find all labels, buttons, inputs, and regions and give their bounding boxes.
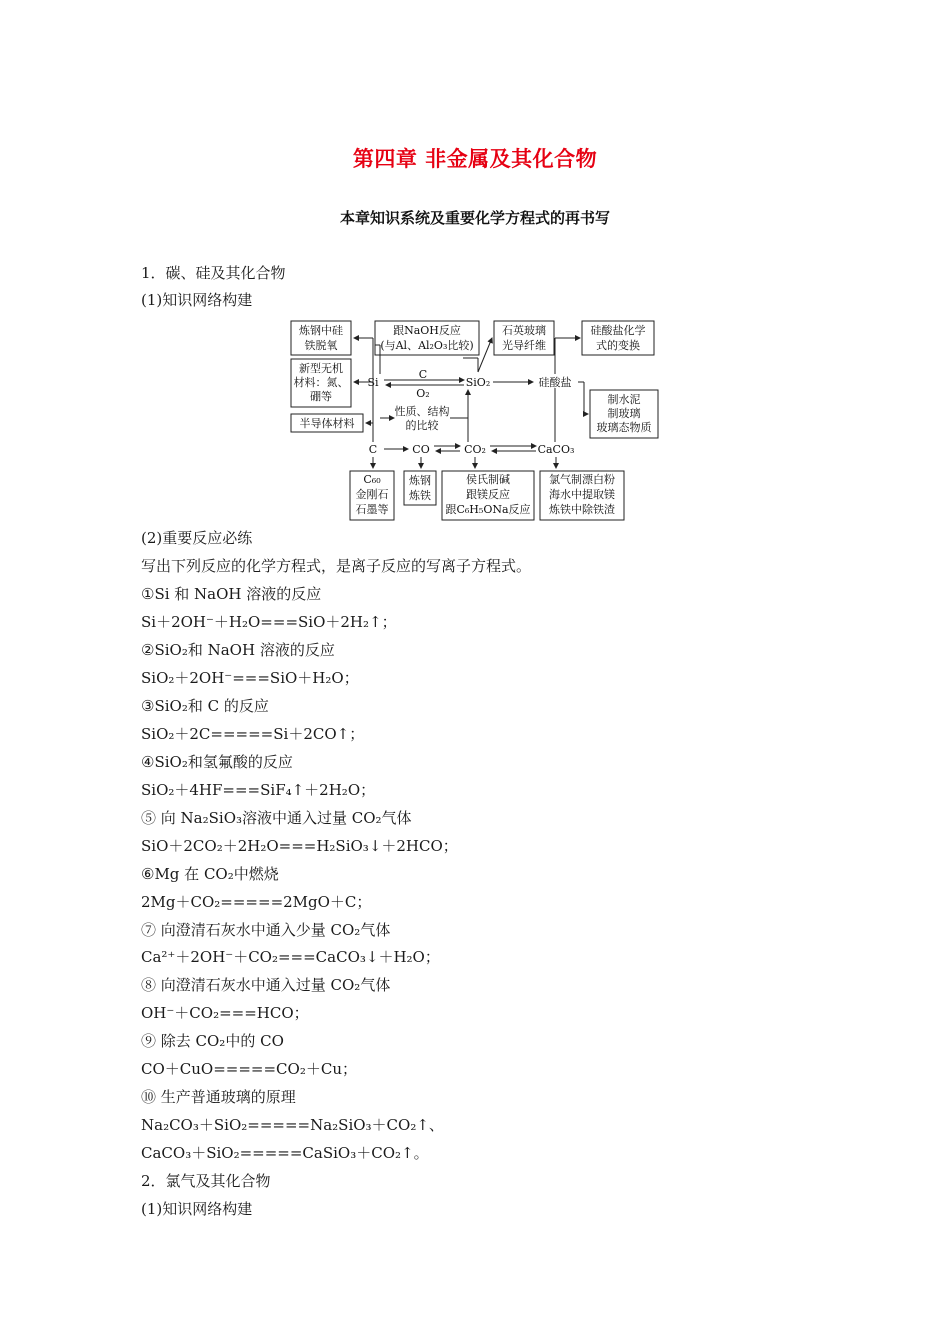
section2-sub1: (1)知识网络构建	[141, 1200, 253, 1218]
reaction-title: ⑨ 除去 CO₂中的 CO	[141, 1032, 284, 1050]
reaction-title: ③SiO₂和 C 的反应	[141, 697, 269, 715]
label-c: C	[418, 368, 428, 381]
box-new-material-line1: 新型无机	[299, 362, 343, 375]
box-naoh-line1: 跟NaOH反应	[393, 324, 461, 337]
instruction: 写出下列反应的化学方程式，是离子反应的写离子方程式。	[141, 557, 532, 575]
reaction-equation: CO＋CuO=====CO₂＋Cu；	[141, 1060, 357, 1078]
node-c: C	[368, 443, 378, 456]
label-compare-line1: 性质、结构	[394, 405, 450, 418]
box-silicate-chem-line1: 硅酸盐化学	[590, 324, 646, 337]
box-c60-line3: 石墨等	[355, 503, 389, 516]
reaction-title: ⑦ 向澄清石灰水中通入少量 CO₂气体	[141, 921, 391, 939]
section-subtitle: 本章知识系统及重要化学方程式的再书写	[339, 209, 610, 227]
chapter-title: 第四章 非金属及其化合物	[352, 147, 598, 171]
label-compare-line2: 的比较	[405, 419, 439, 432]
reaction-equation: Ca²⁺＋2OH⁻＋CO₂===CaCO₃↓＋H₂O；	[141, 948, 440, 966]
reaction-title: ⑩ 生产普通玻璃的原理	[141, 1088, 296, 1106]
knowledge-network-diagram	[288, 318, 660, 524]
box-naoh-line2: (与Al、Al₂O₃比较)	[380, 339, 474, 352]
box-new-material-line2: 材料：氮、	[293, 376, 349, 389]
node-silicate: 硅酸盐	[538, 376, 572, 389]
reaction-title: ④SiO₂和氢氟酸的反应	[141, 753, 293, 771]
box-silicate-chem-line2: 式的变换	[596, 339, 640, 352]
reaction-equation: SiO＋2CO₂＋2H₂O===H₂SiO₃↓＋2HCO；	[141, 837, 458, 855]
section1-sub2: (2)重要反应必练	[141, 529, 253, 547]
box-chlorine-line3: 炼铁中除铁渣	[549, 503, 615, 516]
reaction-equation: OH⁻＋CO₂===HCO；	[141, 1004, 309, 1022]
reaction-title: ②SiO₂和 NaOH 溶液的反应	[141, 641, 335, 659]
box-hou-line2: 跟镁反应	[466, 488, 510, 501]
node-co2: CO₂	[464, 443, 486, 456]
box-steel-si-line1: 炼钢中硅	[299, 324, 343, 337]
box-products-line2: 制玻璃	[607, 407, 641, 420]
reaction-equation: Si＋2OH⁻＋H₂O===SiO＋2H₂↑；	[141, 613, 397, 631]
reaction-equation: SiO₂＋2C=====Si＋2CO↑；	[141, 725, 365, 743]
section1-heading: 1．碳、硅及其化合物	[141, 264, 286, 282]
reaction-title: ①Si 和 NaOH 溶液的反应	[141, 585, 322, 603]
box-steel-iron-line2: 炼铁	[409, 489, 431, 502]
box-c60-line1: C₆₀	[363, 473, 381, 486]
node-caco3: CaCO₃	[537, 443, 575, 456]
box-quartz-line2: 光导纤维	[502, 339, 546, 352]
reaction-title: ⑥Mg 在 CO₂中燃烧	[141, 865, 279, 883]
box-semiconductor-text: 半导体材料	[299, 417, 355, 430]
label-o2: O₂	[416, 387, 430, 400]
reaction-equation: SiO₂＋2OH⁻===SiO＋H₂O；	[141, 669, 359, 687]
reaction-equation: Na₂CO₃＋SiO₂=====Na₂SiO₃＋CO₂↑、	[141, 1116, 444, 1134]
node-sio2: SiO₂	[465, 376, 491, 389]
box-steel-iron-line1: 炼钢	[409, 474, 431, 487]
box-steel-si-line2: 铁脱氧	[304, 339, 338, 352]
box-products-line1: 制水泥	[607, 393, 641, 406]
box-chlorine-line1: 氯气制漂白粉	[549, 473, 615, 486]
section1-sub1: (1)知识网络构建	[141, 291, 253, 309]
node-si: Si	[367, 376, 379, 389]
box-products-line3: 玻璃态物质	[596, 421, 652, 434]
box-quartz-line1: 石英玻璃	[502, 324, 546, 337]
reaction-equation: SiO₂＋4HF===SiF₄↑＋2H₂O；	[141, 781, 376, 799]
box-c60-line2: 金刚石	[355, 488, 389, 501]
box-hou-line3: 跟C₆H₅ONa反应	[445, 503, 531, 516]
section2-heading: 2．氯气及其化合物	[141, 1172, 271, 1190]
box-chlorine-line2: 海水中提取镁	[549, 488, 615, 501]
box-hou-line1: 侯氏制碱	[466, 473, 510, 486]
node-co: CO	[412, 443, 430, 456]
reaction-equation: 2Mg＋CO₂=====2MgO＋C；	[141, 893, 372, 911]
box-new-material-line3: 硼等	[310, 390, 332, 403]
reaction-title: ⑧ 向澄清石灰水中通入过量 CO₂气体	[141, 976, 391, 994]
reaction-equation: CaCO₃＋SiO₂=====CaSiO₃＋CO₂↑。	[141, 1144, 429, 1162]
reaction-title: ⑤ 向 Na₂SiO₃溶液中通入过量 CO₂气体	[141, 809, 412, 827]
arrow-to-quartz	[478, 338, 492, 372]
